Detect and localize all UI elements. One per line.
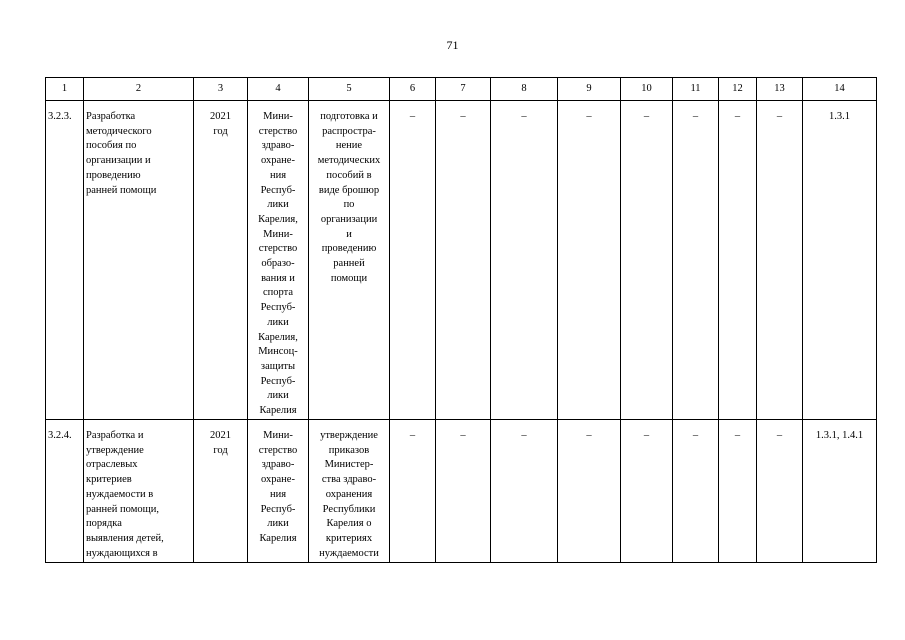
indicators-cell (803, 101, 877, 420)
col11-cell (673, 420, 719, 563)
row-number-cell (46, 420, 84, 563)
col11-value: – (692, 111, 699, 122)
expected-result: утверждение приказов Министер- ства здраво- охранения Республики Карелия о критериях нуждаемости (319, 430, 379, 559)
plan-table (45, 77, 877, 563)
header-cell-3: 3 (194, 78, 248, 101)
expected-result: подготовка и распростра- нение методических пособий в виде брошюр по организации и проведению ранней помощи (317, 111, 381, 284)
col12-value: – (734, 111, 741, 122)
indicators: 1.3.1 (829, 111, 850, 122)
col8-cell (491, 420, 558, 563)
col13-value: – (776, 430, 783, 441)
row-number: 3.2.3. (48, 111, 72, 122)
col8-cell (491, 101, 558, 420)
table-header (46, 78, 877, 101)
col8-value: – (521, 430, 527, 441)
table-row (46, 101, 877, 420)
col6-value: – (409, 111, 416, 122)
col7-value: – (460, 430, 466, 441)
year: 2021 год (210, 111, 231, 137)
col7-value: – (460, 111, 466, 122)
col6-value: – (409, 430, 416, 441)
col9-value: – (586, 430, 592, 441)
table-row (46, 420, 877, 563)
col6-cell (390, 101, 436, 420)
col10-value: – (643, 430, 650, 441)
executors: Мини- стерство здраво- охране- ния Респуб- лики Карелия, Мини- стерство образо- вания и спорта Респуб- лики Карелия, Минсоц- защиты Респуб- лики Карелия (258, 111, 298, 417)
header-cell-10: 10 (621, 78, 673, 101)
executors-cell (248, 101, 309, 420)
col9-value: – (586, 111, 592, 122)
header-cell-2: 2 (84, 78, 194, 101)
col12-cell (719, 101, 757, 420)
header-cell-1: 1 (46, 78, 84, 101)
col8-value: – (521, 111, 527, 122)
col9-cell (558, 420, 621, 563)
year-cell (194, 420, 248, 563)
col9-cell (558, 101, 621, 420)
indicators-cell (803, 420, 877, 563)
header-cell-13: 13 (757, 78, 803, 101)
col10-cell (621, 101, 673, 420)
col13-value: – (776, 111, 783, 122)
header-cell-12: 12 (719, 78, 757, 101)
header-cell-14: 14 (803, 78, 877, 101)
indicators: 1.3.1, 1.4.1 (815, 430, 864, 441)
col10-cell (621, 420, 673, 563)
header-cell-11: 11 (673, 78, 719, 101)
row-number: 3.2.4. (48, 430, 72, 441)
col6-cell (390, 420, 436, 563)
year-cell (194, 101, 248, 420)
year: 2021 год (210, 430, 231, 456)
header-cell-9: 9 (558, 78, 621, 101)
col7-cell (436, 420, 491, 563)
col12-cell (719, 420, 757, 563)
col11-cell (673, 101, 719, 420)
page-number: 71 (446, 38, 459, 52)
measure-name-cell (84, 101, 194, 420)
measure-name: Разработка методического пособия по организации и проведению ранней помощи (86, 111, 157, 196)
header-cell-8: 8 (491, 78, 558, 101)
header-cell-7: 7 (436, 78, 491, 101)
executors: Мини- стерство здраво- охране- ния Респуб- лики Карелия (258, 430, 298, 544)
col12-value: – (734, 430, 741, 441)
header-cell-6: 6 (390, 78, 436, 101)
col10-value: – (643, 111, 650, 122)
col13-cell (757, 101, 803, 420)
header-row (46, 78, 877, 101)
result-cell (309, 420, 390, 563)
result-cell (309, 101, 390, 420)
col7-cell (436, 101, 491, 420)
measure-name: Разработка и утверждение отраслевых критериев нуждаемости в ранней помощи, порядка выявления детей, нуждающихся в (86, 430, 164, 559)
measure-name-cell (84, 420, 194, 563)
col11-value: – (692, 430, 699, 441)
header-cell-5: 5 (309, 78, 390, 101)
row-number-cell (46, 101, 84, 420)
header-cell-4: 4 (248, 78, 309, 101)
col13-cell (757, 420, 803, 563)
executors-cell (248, 420, 309, 563)
